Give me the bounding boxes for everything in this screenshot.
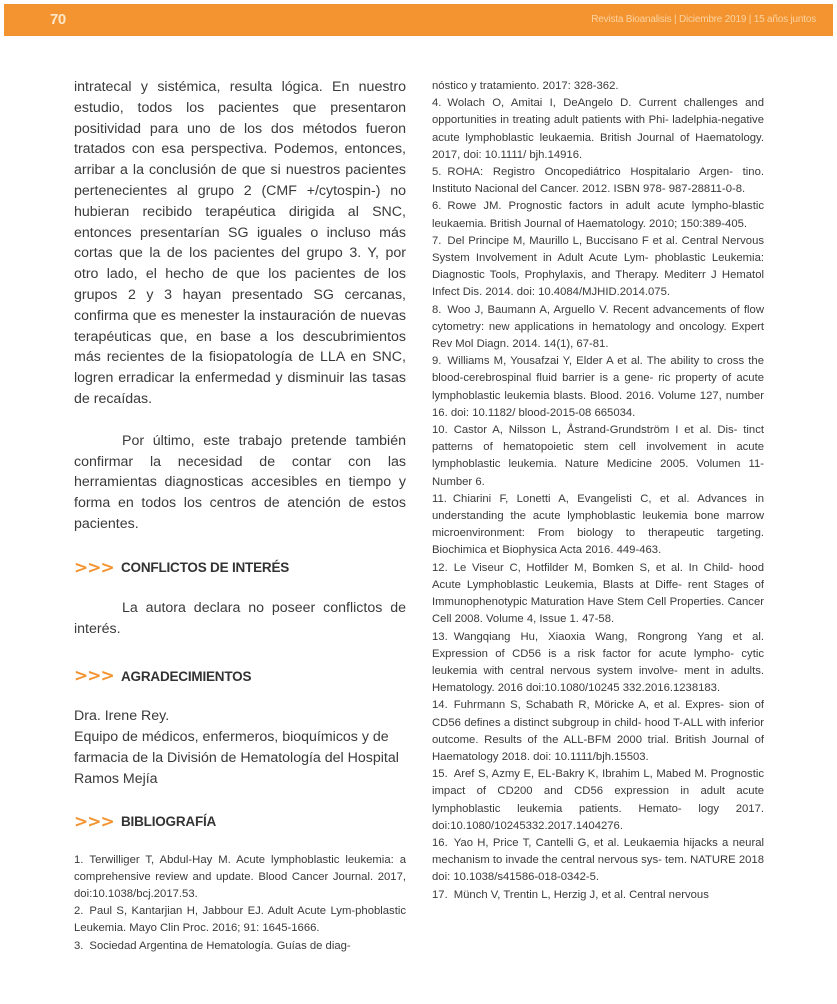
reference-text: Yao H, Price T, Cantelli G, et al. Leukaemia hijacks a neural mechanism to invade the central nervous sys- tem. NATURE 2018 doi: 10.1038/s41586-018-0342-5.: [432, 836, 764, 884]
reference-text: Chiarini F, Lonetti A, Evangelisti C, et al. Advances in understanding the acute lymphoblastic leukemia bone marrow microenvironment: From biology to therapeutic targeting. Biochimica et Biophysica Acta 2016. 449-463.: [432, 492, 764, 557]
acknowledgement-name: Dra. Irene Rey.: [74, 708, 170, 725]
section-heading-acknowledgements: [74, 666, 406, 686]
chevrons-icon: >>>: [74, 666, 114, 687]
reference-number: 10.: [432, 424, 448, 437]
reference-text: Castor A, Nilsson L, Åstrand-Grundström I et al. Dis- tinct patterns of hematopoietic stem cell involvement in acute lymphoblastic leukemia. Nature Medicine 2005. Volumen 11- Number 6.: [432, 424, 764, 488]
reference-number: 7.: [432, 234, 442, 247]
reference-item: [432, 302, 764, 354]
section-title: AGRADECIMIENTOS: [121, 668, 252, 684]
reference-number: 4.: [432, 97, 442, 110]
reference-item: [432, 887, 764, 904]
reference-number: 5.: [432, 166, 442, 179]
reference-item: [432, 766, 764, 835]
reference-continuation: nóstico y tratamiento. 2017: 328-362.: [432, 80, 619, 92]
reference-item: [432, 697, 764, 766]
reference-item: [432, 353, 764, 422]
reference-number: 13.: [432, 630, 448, 643]
left-column: [74, 77, 406, 955]
section-heading-bibliography: [74, 812, 406, 832]
chevrons-icon: >>>: [74, 811, 114, 832]
chevrons-icon: >>>: [74, 557, 114, 578]
reference-number: 1.: [74, 853, 84, 866]
reference-item: [432, 491, 764, 560]
reference-number: 16.: [432, 836, 448, 849]
reference-number: 3.: [74, 939, 84, 952]
reference-text: Sociedad Argentina de Hematología. Guías de diag-: [89, 939, 351, 952]
reference-list-right: [432, 95, 764, 904]
reference-text: Paul S, Kantarjian H, Jabbour EJ. Adult Acute Lym-phoblastic Leukemia. Mayo Clin Proc. 2016; 91: 1645-1666.: [74, 905, 406, 935]
reference-text: Rowe JM. Prognostic factors in adult acute lympho-blastic leukaemia. British Journal of Haematology. 2010; 150:389-405.: [432, 200, 764, 230]
reference-number: 2.: [74, 905, 84, 918]
reference-text: Wangqiang Hu, Xiaoxia Wang, Rongrong Yang et al. Expression of CD56 is a risk factor for acute lympho- cytic leukemia with central nervous system involve- ment in adults. Hematology. 2016 doi:10.1080/10245 332.2016.1238183.: [432, 630, 764, 695]
reference-number: 9.: [432, 355, 442, 368]
reference-item: [432, 198, 764, 232]
reference-number: 17.: [432, 888, 448, 901]
reference-item: [432, 95, 764, 164]
reference-item: [74, 903, 406, 937]
reference-number: 6.: [432, 200, 442, 213]
reference-item: [432, 629, 764, 698]
body-paragraph: [74, 431, 406, 535]
reference-number: 15.: [432, 768, 448, 781]
reference-text: Woo J, Baumann A, Arguello V. Recent advancements of flow cytometry: new applications in hematology and oncology. Expert Rev Mol Diagn. 2014. 14(1), 67-81.: [432, 303, 764, 351]
reference-item: [74, 852, 406, 904]
header-bar: [4, 4, 833, 36]
reference-text: Williams M, Yousafzai Y, Elder A et al. The ability to cross the blood-cerebrospinal fluid barrier is a gene- ric property of acute lymphoblastic leukemia blasts. Blood. 2016. Volume 127, number 16. doi: 10.1182/ blood-2015-08 665034.: [432, 355, 764, 419]
reference-text: Aref S, Azmy E, EL-Bakry K, Ibrahim L, Mabed M. Prognostic impact of CD200 and CD56 expression in adult acute lymphoblastic leukemia patients. Hemato- logy 2017. doi:10.1080/10245332.2017.1404276.: [432, 768, 764, 832]
body-paragraph: intratecal y sistémica, resulta lógica. En nuestro estudio, todos los pacientes que presentaron positividad para uno de los dos métodos fueron tratados con esa perspectiva. Podemos, entonces, arribar a la conclusión de que si nuestros pacientes pertenecientes al grupo 2 (CMF +/cytospin-) no hubieran recibido terapéutica dirigida al SNC, entonces presentarían SG iguales o incluso más cortas que la de los pacientes del grupo 3. Y, por otro lado, el hecho de que los pacientes de los grupos 2 y 3 hayan presentado SG cercanas, confirma que es menester la instauración de nuevas terapéuticas que, en base a los descubrimientos más recientes de la fisiopatología de LLA en SNC, logren erradicar la enfermedad y disminuir las tasas de recaídas.: [74, 79, 406, 407]
reference-text: Münch V, Trentin L, Herzig J, et al. Central nervous: [453, 888, 709, 901]
acknowledgement-team: Equipo de médicos, enfermeros, bioquímicos y de farmacia de la División de Hematología del Hospital Ramos Mejía: [74, 729, 399, 787]
reference-text: Fuhrmann S, Schabath R, Möricke A, et al. Expres- sion of CD56 defines a distinct subgroup in child- hood T-ALL with inferior outcome. Results of the ALL-BFM 2000 trial. British Journal of Haematology 2018. doi: 10.1111/bjh.15503.: [432, 699, 764, 763]
conflicts-text: [74, 598, 406, 640]
section-title: CONFLICTOS DE INTERÉS: [121, 560, 290, 576]
reference-number: 14.: [432, 699, 448, 712]
reference-text: ROHA: Registro Oncopediátrico Hospitalario Argen- tino. Instituto Nacional del Cancer. 2012. ISBN 978- 987-28811-0-8.: [432, 166, 764, 196]
reference-text: Terwilliger T, Abdul-Hay M. Acute lymphoblastic leukemia: a comprehensive review and update. Blood Cancer Journal. 2017, doi:10.1038/bcj.2017.53.: [74, 853, 406, 900]
reference-item: [432, 164, 764, 198]
right-column: [432, 78, 764, 904]
reference-item: [432, 233, 764, 302]
reference-number: 8.: [432, 303, 442, 316]
section-heading-conflicts: [74, 558, 406, 578]
reference-text: Wolach O, Amitai I, DeAngelo D. Current challenges and opportunities in treating adult patients with Phi- ladelphia-negative acute lymphoblastic leukaemia. British Journal of Haematology. 2017, doi: 10.1111/ bjh.14916.: [432, 97, 764, 161]
section-title: BIBLIOGRAFÍA: [121, 814, 217, 830]
reference-number: 12.: [432, 561, 448, 574]
reference-list-left: [74, 852, 406, 955]
page-number: 70: [50, 11, 66, 28]
running-head: Revista Bioanalisis | Diciembre 2019 | 15 años juntos: [591, 14, 816, 25]
reference-text: Del Principe M, Maurillo L, Buccisano F et al. Central Nervous System Involvement in Adult Acute Lym- phoblastic Leukemia: Diagnostic Tools, Prophylaxis, and Therapy. Mediterr J Hematol Infect Dis. 2014. doi: 10.4084/MJHID.2014.075.: [432, 234, 764, 299]
reference-text: Le Viseur C, Hotfilder M, Bomken S, et al. In Child- hood Acute Lymphoblastic Leukemia, Blasts at Diffe- rent Stages of Immunophenotypic Maturation Have Stem Cell Properties. Cancer Cell 2008. Volume 4, Issue 1. 47-58.: [432, 561, 764, 626]
conflicts-text-content: La autora declara no poseer conflictos de interés.: [74, 599, 406, 637]
reference-item: [432, 560, 764, 629]
reference-item: [432, 835, 764, 887]
body-paragraph-text: Por último, este trabajo pretende también confirmar la necesidad de contar con las herramientas diagnosticas accesibles en tiempo y forma en todos los centros de atención de estos pacientes.: [74, 432, 406, 532]
reference-number: 11.: [432, 492, 447, 505]
reference-item: [74, 938, 406, 955]
reference-item: [432, 422, 764, 491]
